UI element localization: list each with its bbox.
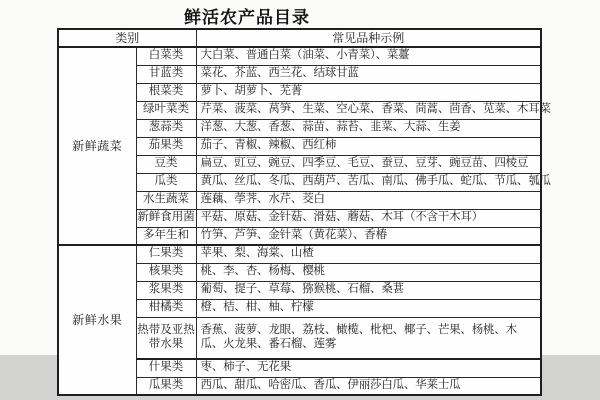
- category-cell: 仁果类: [136, 245, 196, 263]
- examples-cell: 菜花、芥蓝、西兰花、结球甘蓝: [196, 65, 541, 83]
- examples-cell: 萝卜、胡萝卜、芜菁: [196, 83, 541, 101]
- examples-cell: 芹菜、菠菜、莴笋、生菜、空心菜、香菜、茼蒿、茴香、苋菜、木耳菜: [196, 101, 541, 119]
- examples-cell: 竹笋、芦笋、金针菜（黄花菜）、香椿: [196, 227, 541, 245]
- examples-cell: 橙、桔、柑、柚、柠檬: [196, 299, 541, 317]
- examples-cell: 枣、柿子、无花果: [196, 359, 541, 377]
- category-cell: 根菜类: [136, 83, 196, 101]
- page-title: 鲜活农产品目录: [184, 8, 310, 27]
- group-cell-fresh-fruits: 新鲜水果: [58, 245, 136, 395]
- group-cell-fresh-vegetables: 新鲜蔬菜: [58, 47, 136, 245]
- produce-catalog-table: [57, 28, 551, 396]
- header-category: 类别: [58, 29, 196, 47]
- category-cell: 水生蔬菜: [136, 191, 196, 209]
- category-cell: 多年生和: [136, 227, 196, 245]
- table-row: [58, 245, 541, 263]
- category-cell: 瓜类: [136, 173, 196, 191]
- category-cell: 葱蒜类: [136, 119, 196, 137]
- table-header-row: [58, 29, 541, 47]
- category-cell: 白菜类: [136, 47, 196, 65]
- category-cell: 热带及亚热带水果: [136, 317, 196, 359]
- examples-cell: 大白菜、普通白菜（油菜、小青菜）、菜薹: [196, 47, 541, 65]
- category-cell: 什果类: [136, 359, 196, 377]
- examples-cell: 西瓜、甜瓜、哈密瓜、香瓜、伊丽莎白瓜、华莱士瓜: [196, 377, 541, 395]
- examples-cell: 茄子、青椒、辣椒、西红柿: [196, 137, 541, 155]
- category-cell: 甘蓝类: [136, 65, 196, 83]
- category-cell: 浆果类: [136, 281, 196, 299]
- page-margin-gray-bottom: [0, 396, 600, 400]
- category-cell: 柑橘类: [136, 299, 196, 317]
- page-margin-gray-left: [0, 355, 57, 400]
- category-cell: 核果类: [136, 263, 196, 281]
- examples-cell: 苹果、梨、海棠、山楂: [196, 245, 541, 263]
- table-row: [58, 47, 541, 65]
- category-cell: 豆类: [136, 155, 196, 173]
- category-cell: 茄果类: [136, 137, 196, 155]
- category-cell: 绿叶菜类: [136, 101, 196, 119]
- examples-cell: 莲藕、荸荠、水芹、茭白: [196, 191, 541, 209]
- header-examples: 常见品种示例: [196, 29, 541, 47]
- examples-cell: 香蕉、菠萝、龙眼、荔枝、橄榄、枇杷、椰子、芒果、杨桃、木瓜、火龙果、番石榴、莲雾: [196, 317, 541, 359]
- examples-cell: 葡萄、提子、草莓、猕猴桃、石榴、桑葚: [196, 281, 541, 299]
- category-cell: 瓜果类: [136, 377, 196, 395]
- examples-cell: 洋葱、大葱、香葱、蒜苗、蒜苔、韭菜、大蒜、生姜: [196, 119, 541, 137]
- examples-cell: 平菇、原菇、金针菇、滑菇、蘑菇、木耳（不含干木耳）: [196, 209, 541, 227]
- page-margin-gray-right: [538, 355, 600, 400]
- category-cell: 新鲜食用菌: [136, 209, 196, 227]
- examples-cell: 桃、李、杏、杨梅、樱桃: [196, 263, 541, 281]
- examples-cell: 黄瓜、丝瓜、冬瓜、西葫芦、苦瓜、南瓜、佛手瓜、蛇瓜、节瓜、瓠瓜: [196, 173, 541, 191]
- examples-cell: 扁豆、豇豆、豌豆、四季豆、毛豆、蚕豆、豆芽、豌豆苗、四棱豆: [196, 155, 541, 173]
